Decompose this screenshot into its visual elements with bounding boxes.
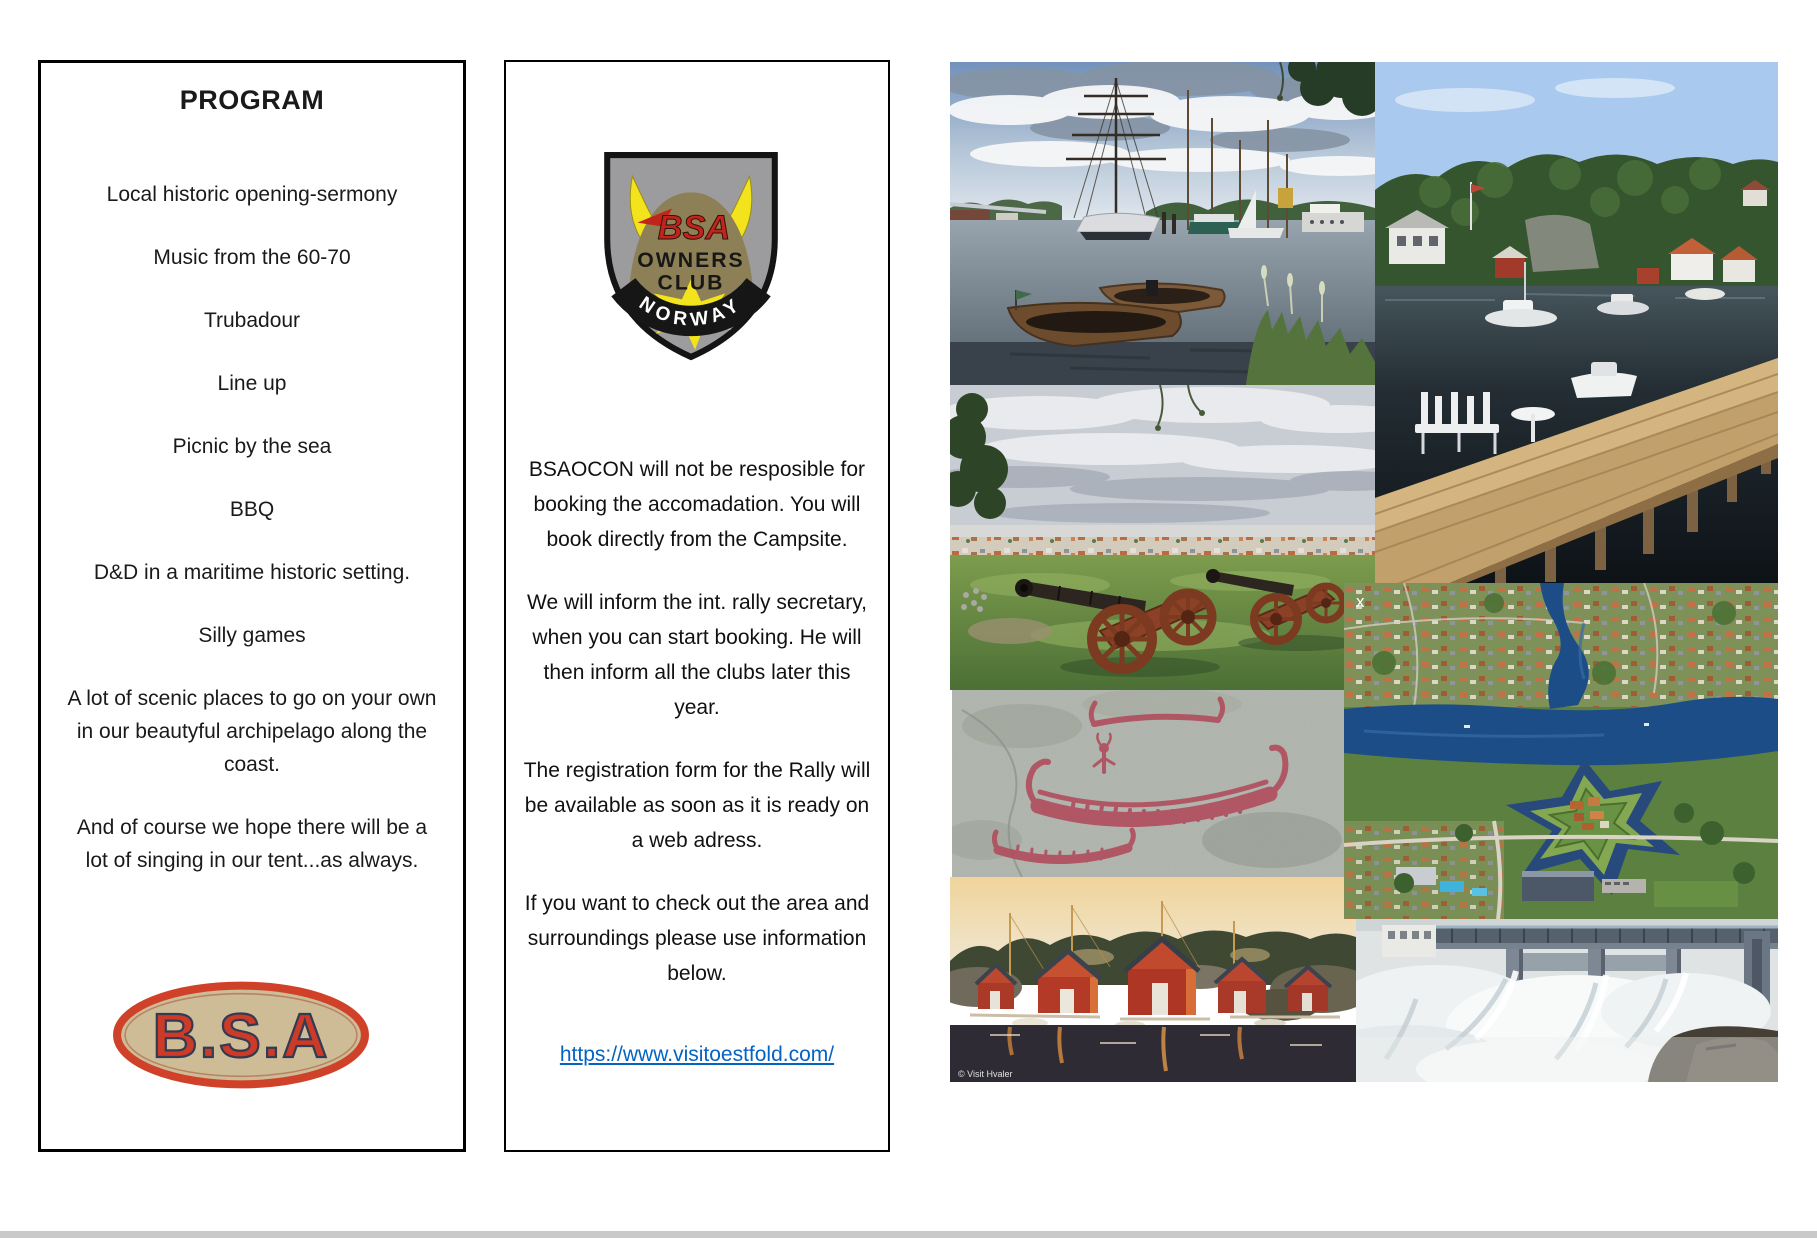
program-item: Local historic opening-sermony [106,183,398,206]
badge-norway-text: NORWAY [635,292,747,332]
badge-bsa-text: BSA [657,208,731,247]
info-panel [504,60,890,1152]
info-paragraph: The registration form for the Rally will be available as soon as it is ready on a web adress. [523,759,871,852]
close-icon: x [1356,592,1365,611]
info-paragraph: We will inform the int. rally secretary, when you can start booking. He will then inform all the clubs later this year. [527,591,867,719]
info-paragraph: BSAOCON will not be resposible for booking the accomadation. You will book directly from the Campsite. [528,458,866,551]
bsa-oval-logo [109,979,373,1091]
photo-waterfall-dam [1356,919,1778,1082]
photo-fjord-dock [1375,62,1778,585]
photo-sunset-boathouses [950,877,1356,1082]
program-list [41,178,463,877]
program-item: And of course we hope there will be a lot of singing in our tent...as always. [76,816,428,872]
photo-fortress-aerial [1344,583,1778,919]
badge-club-text: CLUB [657,271,725,295]
visitoestfold-link[interactable]: https://www.visitoestfold.com/ [559,1043,835,1066]
bsa-logo-text: B.S.A [152,1001,330,1072]
bsa-owners-club-badge [597,150,785,362]
bottom-edge-bar [0,1231,1817,1238]
photo-credit-watermark: © Visit Hvaler [958,1069,1013,1079]
badge-owners-text: OWNERS [637,249,745,273]
photo-tall-ship-harbor [950,62,1375,385]
program-item: Picnic by the sea [172,435,332,458]
program-item: BBQ [229,498,275,521]
program-item: Music from the 60-70 [153,246,351,269]
photo-rock-carvings [952,690,1344,877]
info-text-block [522,452,872,1067]
program-item: D&D in a maritime historic setting. [93,561,411,584]
photo-fortress-cannons [950,385,1375,690]
program-item: Line up [217,372,287,395]
program-item: A lot of scenic places to go on your own in our beautyful archipelago along the coast. [67,687,437,776]
program-item: Silly games [198,624,306,647]
program-panel [38,60,466,1152]
info-paragraph: If you want to check out the area and surroundings please use information below. [524,892,870,985]
program-item: Trubadour [203,309,301,332]
program-title: PROGRAM [179,85,325,115]
